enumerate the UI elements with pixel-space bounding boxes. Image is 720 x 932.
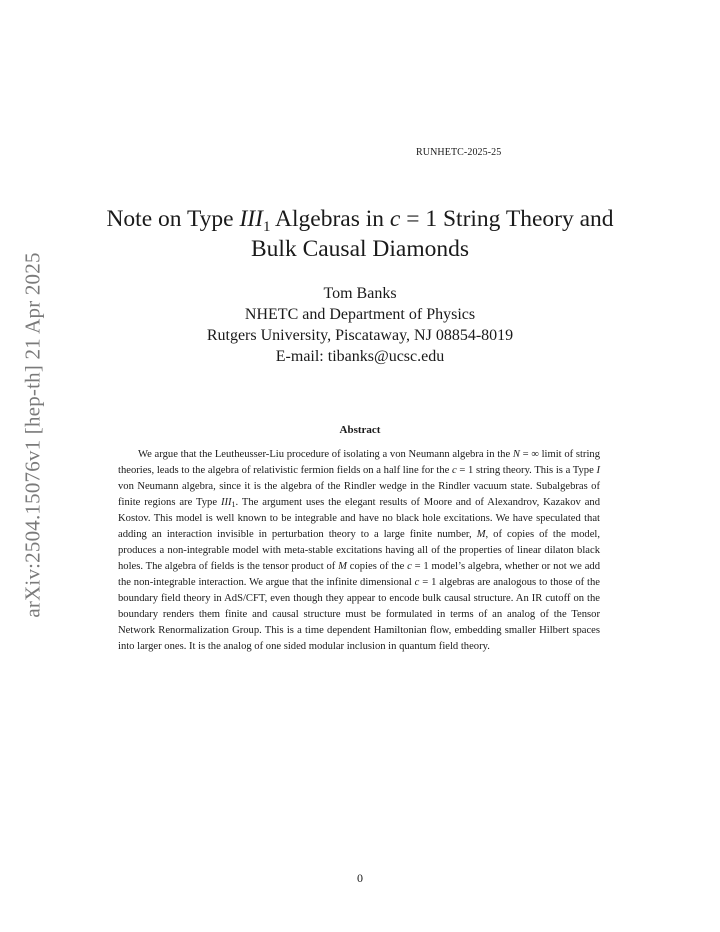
paper-title xyxy=(0,204,720,264)
author-affiliation: NHETC and Department of Physics xyxy=(244,306,476,323)
page-number: 0 xyxy=(357,871,363,885)
abstract-body: We argue that the Leutheusser-Liu procedure of isolating a von Neumann algebra in the N = ∞ limit of string theories, leads to the algebra of relativistic fermion fields on a half line for the c = 1 string theory. This is a Type I von Neumann algebra, since it is the algebra of the Rindler wedge in the Rindler vacuum state. Subalgebras of finite regions are Type $III_1$. The argument uses the elegant results of Moore and of Alexandrov, Kazakov and Kostov. This model is well known to be integrable and have no black hole excitations. We have speculated that adding an interaction invisible in perturbation theory to a large finite number, M, of copies of the model, produces a non-integrable model with meta-stable excitations having all of the properties of linear dilaton black holes. The algebra of fields is the tensor product of M copies of the c = 1 model’s algebra, whether or not we add the non-integrable interaction. We argue that the infinite dimensional c = 1 algebras are analogous to those of the boundary field theory in AdS/CFT, even though they appear to encode bulk causal structure. An IR cutoff on the boundary renders them finite and causal structure must be formulated in terms of an analog of the Tensor Network Renormalization Group. This is a time dependent Hamiltonian flow, embedding smaller Hilbert spaces into larger ones. It is the analog of one sided modular inclusion in quantum field theory. xyxy=(118,449,600,652)
author-address: Rutgers University, Piscataway, NJ 08854-8019 xyxy=(206,327,514,344)
arxiv-identifier: arXiv:2504.15076v1 [hep-th] 21 Apr 2025 xyxy=(20,252,45,618)
author-name: Tom Banks xyxy=(323,285,397,302)
author-block xyxy=(0,283,720,367)
title-line-1: Note on Type $III_1$ Algebras in c = 1 String Theory and xyxy=(106,206,614,235)
title-line-2: Bulk Causal Diamonds xyxy=(250,236,470,262)
author-email: E-mail: tibanks@ucsc.edu xyxy=(275,348,445,365)
report-number: RUNHETC-2025-25 xyxy=(416,147,502,158)
abstract-heading: Abstract xyxy=(339,424,381,436)
